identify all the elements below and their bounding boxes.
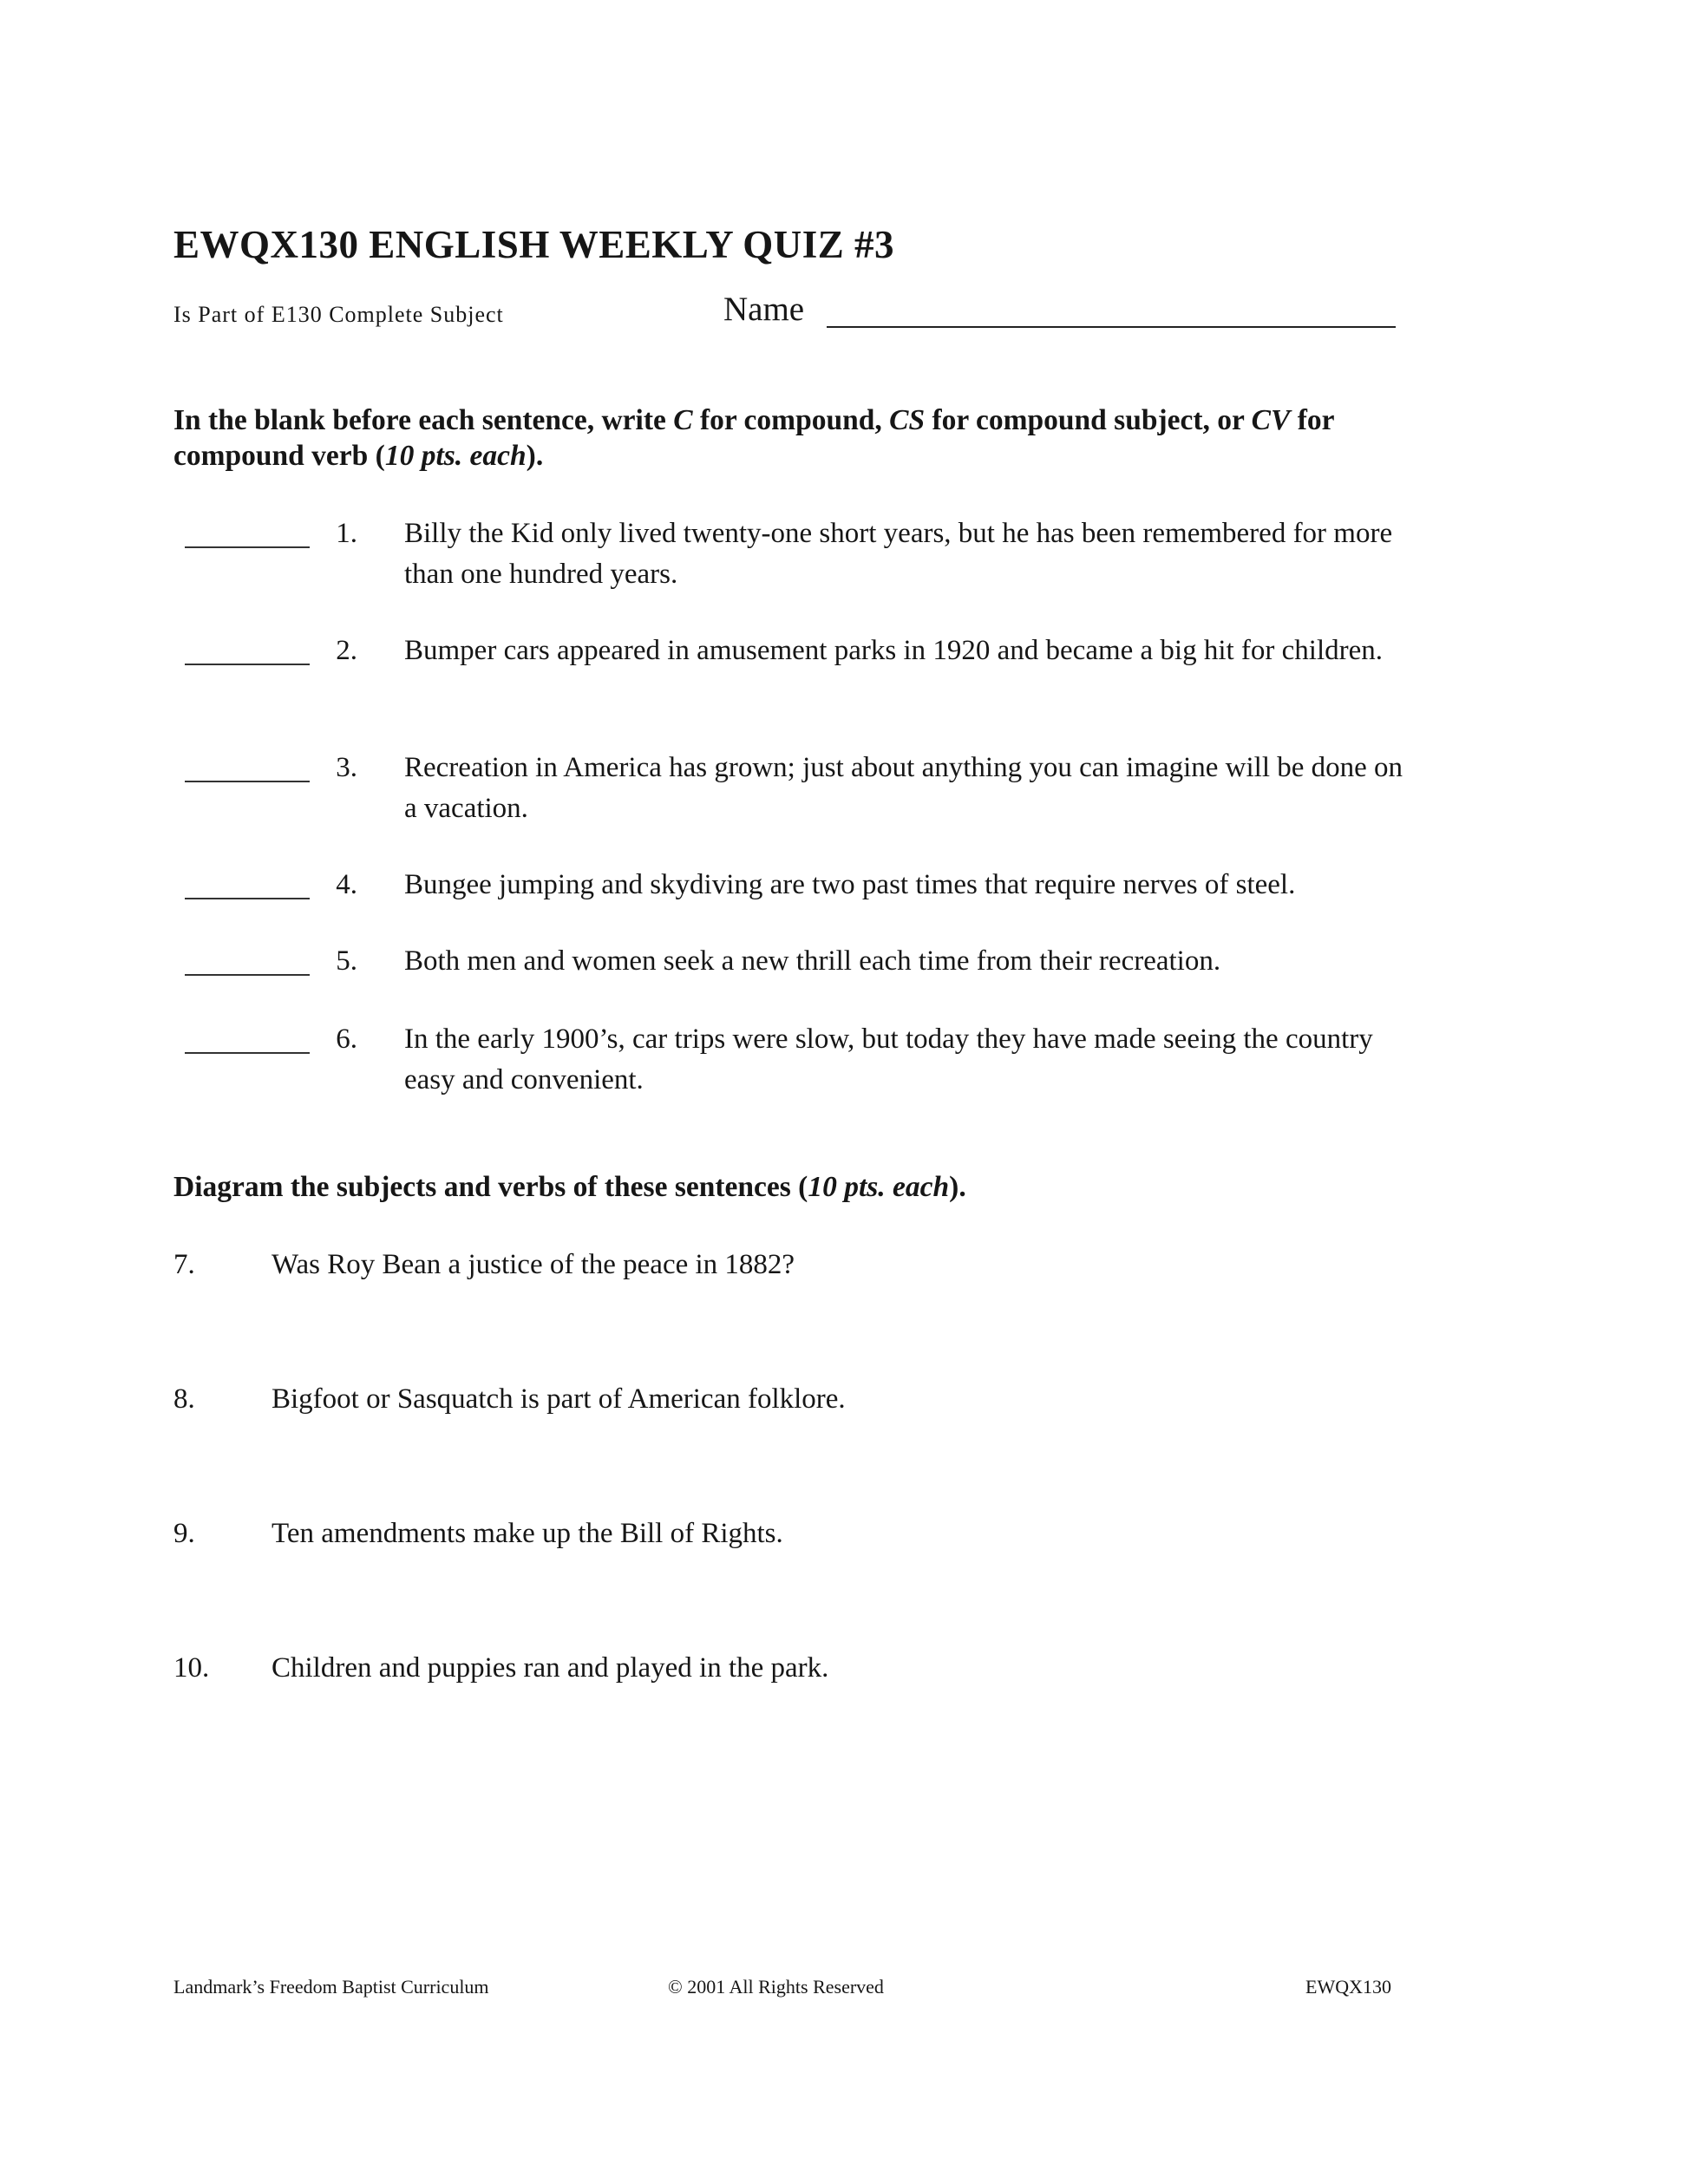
question-number: 3. <box>336 752 357 783</box>
question-text: Bumper cars appeared in amusement parks in 1920 and became a big hit for children. <box>404 635 1384 666</box>
answer-blank[interactable] <box>185 974 310 976</box>
instr-code-cs: CS <box>889 404 926 436</box>
quiz-title: EWQX130 ENGLISH WEEKLY QUIZ #3 <box>173 223 895 266</box>
instr-text: ). <box>949 1171 966 1203</box>
instr-points: 10 pts. each <box>384 440 527 472</box>
question-number: 5. <box>336 945 357 977</box>
question-text: Recreation in America has grown; just about anything you can imagine will be done on a vacation. <box>404 752 1403 824</box>
answer-blank[interactable] <box>185 898 310 899</box>
name-label: Name <box>723 291 805 328</box>
instr-points: 10 pts. each <box>808 1171 950 1203</box>
instr-text: for compound, <box>692 404 890 436</box>
question-text: Both men and women seek a new thrill each time from their recreation. <box>404 945 1221 977</box>
instr-text: In the blank before each sentence, write <box>173 404 674 436</box>
question-number: 9. <box>173 1518 195 1549</box>
question-text: Ten amendments make up the Bill of Rights. <box>272 1518 783 1549</box>
instr-text: ). <box>526 440 544 472</box>
instr-text: Diagram the subjects and verbs of these sentences ( <box>173 1171 808 1203</box>
question-number: 2. <box>336 635 357 666</box>
answer-blank[interactable] <box>185 781 310 782</box>
question-text: Bigfoot or Sasquatch is part of American folklore. <box>272 1383 846 1415</box>
instr-text: for compound verb ( <box>173 404 1334 472</box>
instr-code-cv: CV <box>1251 404 1291 436</box>
question-number: 4. <box>336 869 357 900</box>
section1-instructions <box>173 402 1405 474</box>
section2-instructions <box>173 1169 1405 1205</box>
footer-curriculum: Landmark’s Freedom Baptist Curriculum <box>173 1976 489 1998</box>
instr-text: for compound subject, or <box>925 404 1252 436</box>
answer-blank[interactable] <box>185 546 310 548</box>
question-text: Bungee jumping and skydiving are two past times that require nerves of steel. <box>404 869 1296 900</box>
question-number: 6. <box>336 1023 357 1055</box>
question-number: 8. <box>173 1383 195 1415</box>
question-text: Was Roy Bean a justice of the peace in 1882? <box>272 1249 795 1280</box>
question-number: 7. <box>173 1249 195 1280</box>
question-text: Children and puppies ran and played in the park. <box>272 1652 829 1684</box>
footer-code: EWQX130 <box>1305 1976 1391 1998</box>
question-text: In the early 1900’s, car trips were slow, but today they have made seeing the country easy and convenient. <box>404 1023 1373 1095</box>
answer-blank[interactable] <box>185 1052 310 1054</box>
instr-code-c: C <box>673 404 693 436</box>
question-text: Billy the Kid only lived twenty-one short years, but he has been remembered for more than one hundred years. <box>404 518 1393 590</box>
answer-blank[interactable] <box>185 664 310 665</box>
question-number: 1. <box>336 518 357 549</box>
footer-copyright: © 2001 All Rights Reserved <box>668 1976 884 1998</box>
question-number: 10. <box>173 1652 210 1684</box>
quiz-subtitle: Is Part of E130 Complete Subject <box>173 302 504 327</box>
name-blank-line[interactable] <box>827 326 1396 328</box>
